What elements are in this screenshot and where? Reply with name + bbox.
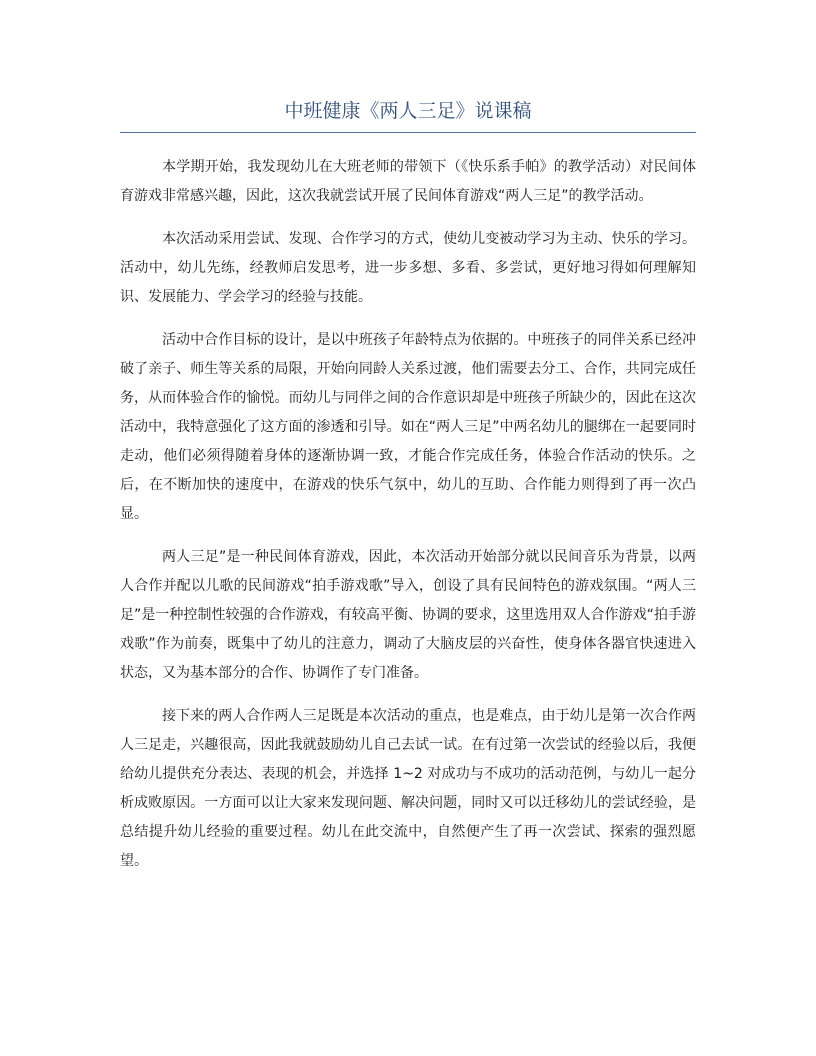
document-body — [120, 153, 696, 890]
paragraph-3: 活动中合作目标的设计，是以中班孩子年龄特点为依据的。中班孩子的同伴关系已经冲破了亲子、师生等关系的局限，开始向同龄人关系过渡，他们需要去分工、合作，共同完成任务，从而体验合作的愉悦。而幼儿与同伴之间的合作意识却是中班孩子所缺少的，因此在这次活动中，我特意强化了这方面的渗透和引导。如在“两人三足”中两名幼儿的腿绑在一起要同时走动，他们必须得随着身体的逐渐协调一致，才能合作完成任务，体验合作活动的快乐。之后，在不断加快的速度中，在游戏的快乐气氛中，幼儿的互助、合作能力则得到了再一次凸显。 — [120, 332, 696, 522]
paragraph-5: 接下来的两人合作两人三足既是本次活动的重点，也是难点，由于幼儿是第一次合作两人三足走，兴趣很高，因此我就鼓励幼儿自己去试一试。在有过第一次尝试的经验以后，我便给幼儿提供充分表达、表现的机会，并选择 1~2 对成功与不成功的活动范例，与幼儿一起分析成败原因。一方面可以让大家来发现问题、解决问题，同时又可以迁移幼儿的尝试经验，是总结提升幼儿经验的重要过程。幼儿在此交流中，自然便产生了再一次尝试、探索的强烈愿望。 — [120, 708, 696, 869]
paragraph-1: 本学期开始，我发现幼儿在大班老师的带领下（《快乐系手帕》的教学活动）对民间体育游戏非常感兴趣，因此，这次我就尝试开展了民间体育游戏“两人三足”的教学活动。 — [120, 159, 696, 204]
title-divider — [120, 132, 696, 133]
document-title: 中班健康《两人三足》说课稿 — [284, 100, 532, 122]
paragraph-2: 本次活动采用尝试、发现、合作学习的方式，使幼儿变被动学习为主动、快乐的学习。活动中，幼儿先练，经教师启发思考，进一步多想、多看、多尝试，更好地习得如何理解知识、发展能力、学会学习的经验与技能。 — [120, 231, 696, 305]
paragraph-4: 两人三足”是一种民间体育游戏，因此，本次活动开始部分就以民间音乐为背景，以两人合作并配以儿歌的民间游戏“拍手游戏歌”导入，创设了具有民间特色的游戏氛围。“两人三足”是一种控制性较强的合作游戏，有较高平衡、协调的要求，这里选用双人合作游戏“拍手游戏歌”作为前奏，既集中了幼儿的注意力，调动了大脑皮层的兴奋性，使身体各器官快速进入状态，又为基本部分的合作、协调作了专门准备。 — [120, 549, 696, 681]
